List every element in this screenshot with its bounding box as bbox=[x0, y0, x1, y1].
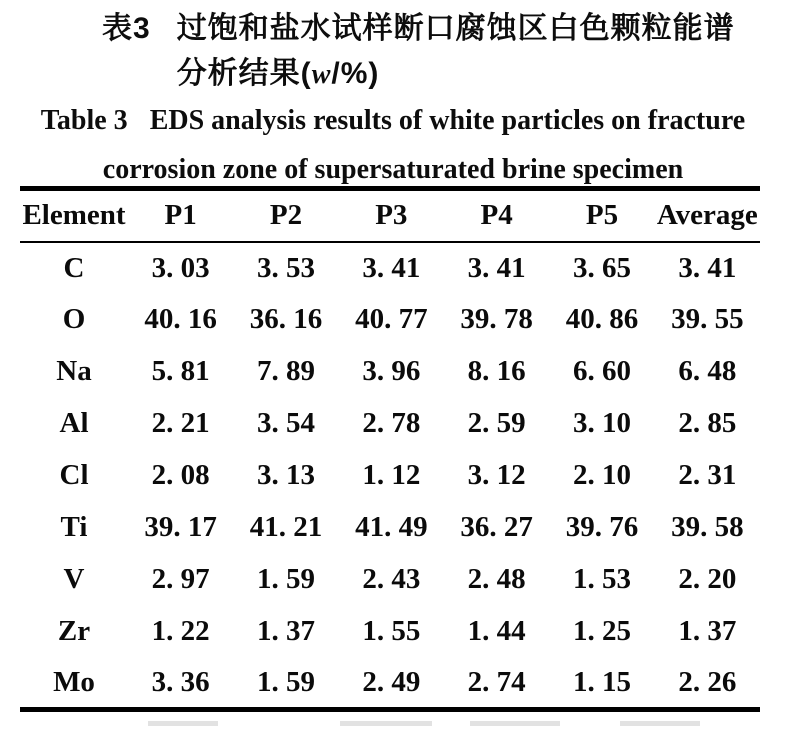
element-cell: Cl bbox=[59, 459, 89, 491]
value-cell: 39. 78 bbox=[460, 303, 533, 335]
value-cell: 2. 85 bbox=[678, 407, 737, 439]
value-cell: 1. 12 bbox=[362, 459, 421, 491]
caption-chinese-line1: 过饱和盐水试样断口腐蚀区白色颗粒能谱 bbox=[176, 12, 735, 45]
value-cell: 41. 49 bbox=[355, 511, 428, 543]
value-cell: 1. 25 bbox=[572, 615, 631, 647]
table-row bbox=[20, 242, 760, 294]
value-cell: 40. 16 bbox=[144, 303, 217, 335]
value-cell: 1. 59 bbox=[256, 563, 315, 595]
column-header-p5: P5 bbox=[585, 199, 619, 232]
value-cell: 2. 74 bbox=[467, 665, 526, 698]
value-cell: 1. 22 bbox=[151, 615, 210, 647]
value-cell: 3. 65 bbox=[572, 251, 631, 284]
value-cell: 39. 17 bbox=[144, 511, 217, 543]
column-header-p3: P3 bbox=[375, 199, 408, 232]
value-cell: 2. 31 bbox=[678, 459, 737, 491]
table-caption-chinese bbox=[102, 6, 735, 97]
column-header-average: Average bbox=[656, 199, 758, 232]
value-cell: 3. 53 bbox=[256, 251, 315, 284]
column-header-p2: P2 bbox=[269, 199, 303, 232]
column-header-p1: P1 bbox=[164, 199, 197, 232]
value-cell: 1. 53 bbox=[572, 563, 631, 595]
value-cell: 1. 59 bbox=[256, 665, 315, 698]
value-cell: 5. 81 bbox=[151, 355, 210, 387]
value-cell: 39. 55 bbox=[671, 303, 744, 335]
element-cell: O bbox=[62, 303, 86, 335]
value-cell: 8. 16 bbox=[467, 355, 526, 387]
table-row bbox=[20, 658, 760, 710]
value-cell: 39. 76 bbox=[565, 511, 639, 543]
scan-artifact bbox=[148, 721, 218, 726]
value-cell: 2. 43 bbox=[362, 563, 421, 595]
value-cell: 39. 58 bbox=[671, 511, 744, 543]
table-number-english: Table 3 bbox=[40, 105, 128, 136]
element-cell: C bbox=[63, 251, 85, 284]
column-header-p4: P4 bbox=[480, 199, 513, 232]
value-cell: 1. 55 bbox=[362, 615, 421, 647]
value-cell: 3. 96 bbox=[362, 355, 421, 387]
table-row bbox=[20, 502, 760, 554]
scan-artifact bbox=[340, 721, 432, 726]
element-cell: Al bbox=[59, 407, 89, 439]
column-header-element: Element bbox=[22, 199, 126, 232]
table-row bbox=[20, 606, 760, 658]
eds-data-table bbox=[20, 186, 760, 712]
table-caption-chinese-text bbox=[177, 6, 735, 97]
value-cell: 1. 44 bbox=[467, 615, 526, 647]
value-cell: 3. 41 bbox=[362, 251, 421, 284]
value-cell: 1. 37 bbox=[256, 615, 315, 647]
value-cell: 2. 59 bbox=[467, 407, 526, 439]
scan-artifact bbox=[470, 721, 560, 726]
table-body bbox=[20, 242, 760, 710]
value-cell: 40. 86 bbox=[565, 303, 639, 335]
value-cell: 6. 60 bbox=[572, 355, 631, 387]
value-cell: 41. 21 bbox=[249, 511, 323, 543]
value-cell: 3. 13 bbox=[256, 459, 315, 491]
value-cell: 3. 03 bbox=[151, 251, 210, 284]
value-cell: 6. 48 bbox=[678, 355, 737, 387]
value-cell: 36. 27 bbox=[460, 511, 533, 543]
value-cell: 2. 26 bbox=[678, 665, 737, 698]
table-header bbox=[20, 189, 760, 242]
table-row bbox=[20, 294, 760, 346]
table-row bbox=[20, 450, 760, 502]
value-cell: 1. 15 bbox=[572, 665, 631, 698]
value-cell: 2. 10 bbox=[572, 459, 631, 491]
value-cell: 3. 12 bbox=[467, 459, 526, 491]
value-cell: 3. 41 bbox=[678, 251, 737, 284]
scan-artifact bbox=[620, 721, 700, 726]
value-cell: 36. 16 bbox=[249, 303, 323, 335]
value-cell: 2. 21 bbox=[151, 407, 210, 439]
value-cell: 2. 48 bbox=[467, 563, 526, 595]
table-number-chinese: 表3 bbox=[102, 12, 151, 45]
value-cell: 3. 54 bbox=[256, 407, 315, 439]
value-cell: 1. 37 bbox=[678, 615, 737, 647]
mass-fraction-symbol: w bbox=[311, 59, 332, 90]
value-cell: 2. 97 bbox=[151, 563, 210, 595]
element-cell: Na bbox=[56, 355, 92, 387]
element-cell: Mo bbox=[53, 665, 95, 698]
value-cell: 3. 36 bbox=[151, 665, 210, 698]
table-row bbox=[20, 554, 760, 606]
table-row bbox=[20, 398, 760, 450]
value-cell: 2. 78 bbox=[362, 407, 421, 439]
value-cell: 3. 41 bbox=[467, 251, 526, 284]
caption-chinese-line2: 分析结果(w/%) bbox=[176, 57, 380, 90]
table-row bbox=[20, 346, 760, 398]
caption-english-line1: Table 3 EDS analysis results of white particles on fracture bbox=[40, 105, 746, 136]
value-cell: 40. 77 bbox=[355, 303, 428, 335]
element-cell: Ti bbox=[60, 511, 88, 543]
table-caption-english bbox=[0, 96, 786, 194]
value-cell: 2. 20 bbox=[678, 563, 737, 595]
header-row bbox=[20, 189, 760, 242]
value-cell: 3. 10 bbox=[572, 407, 631, 439]
element-cell: V bbox=[63, 563, 85, 595]
caption-english-line2: corrosion zone of supersaturated brine specimen bbox=[102, 154, 684, 185]
value-cell: 2. 49 bbox=[362, 665, 421, 698]
element-cell: Zr bbox=[57, 615, 91, 647]
value-cell: 2. 08 bbox=[151, 459, 210, 491]
value-cell: 7. 89 bbox=[256, 355, 315, 387]
